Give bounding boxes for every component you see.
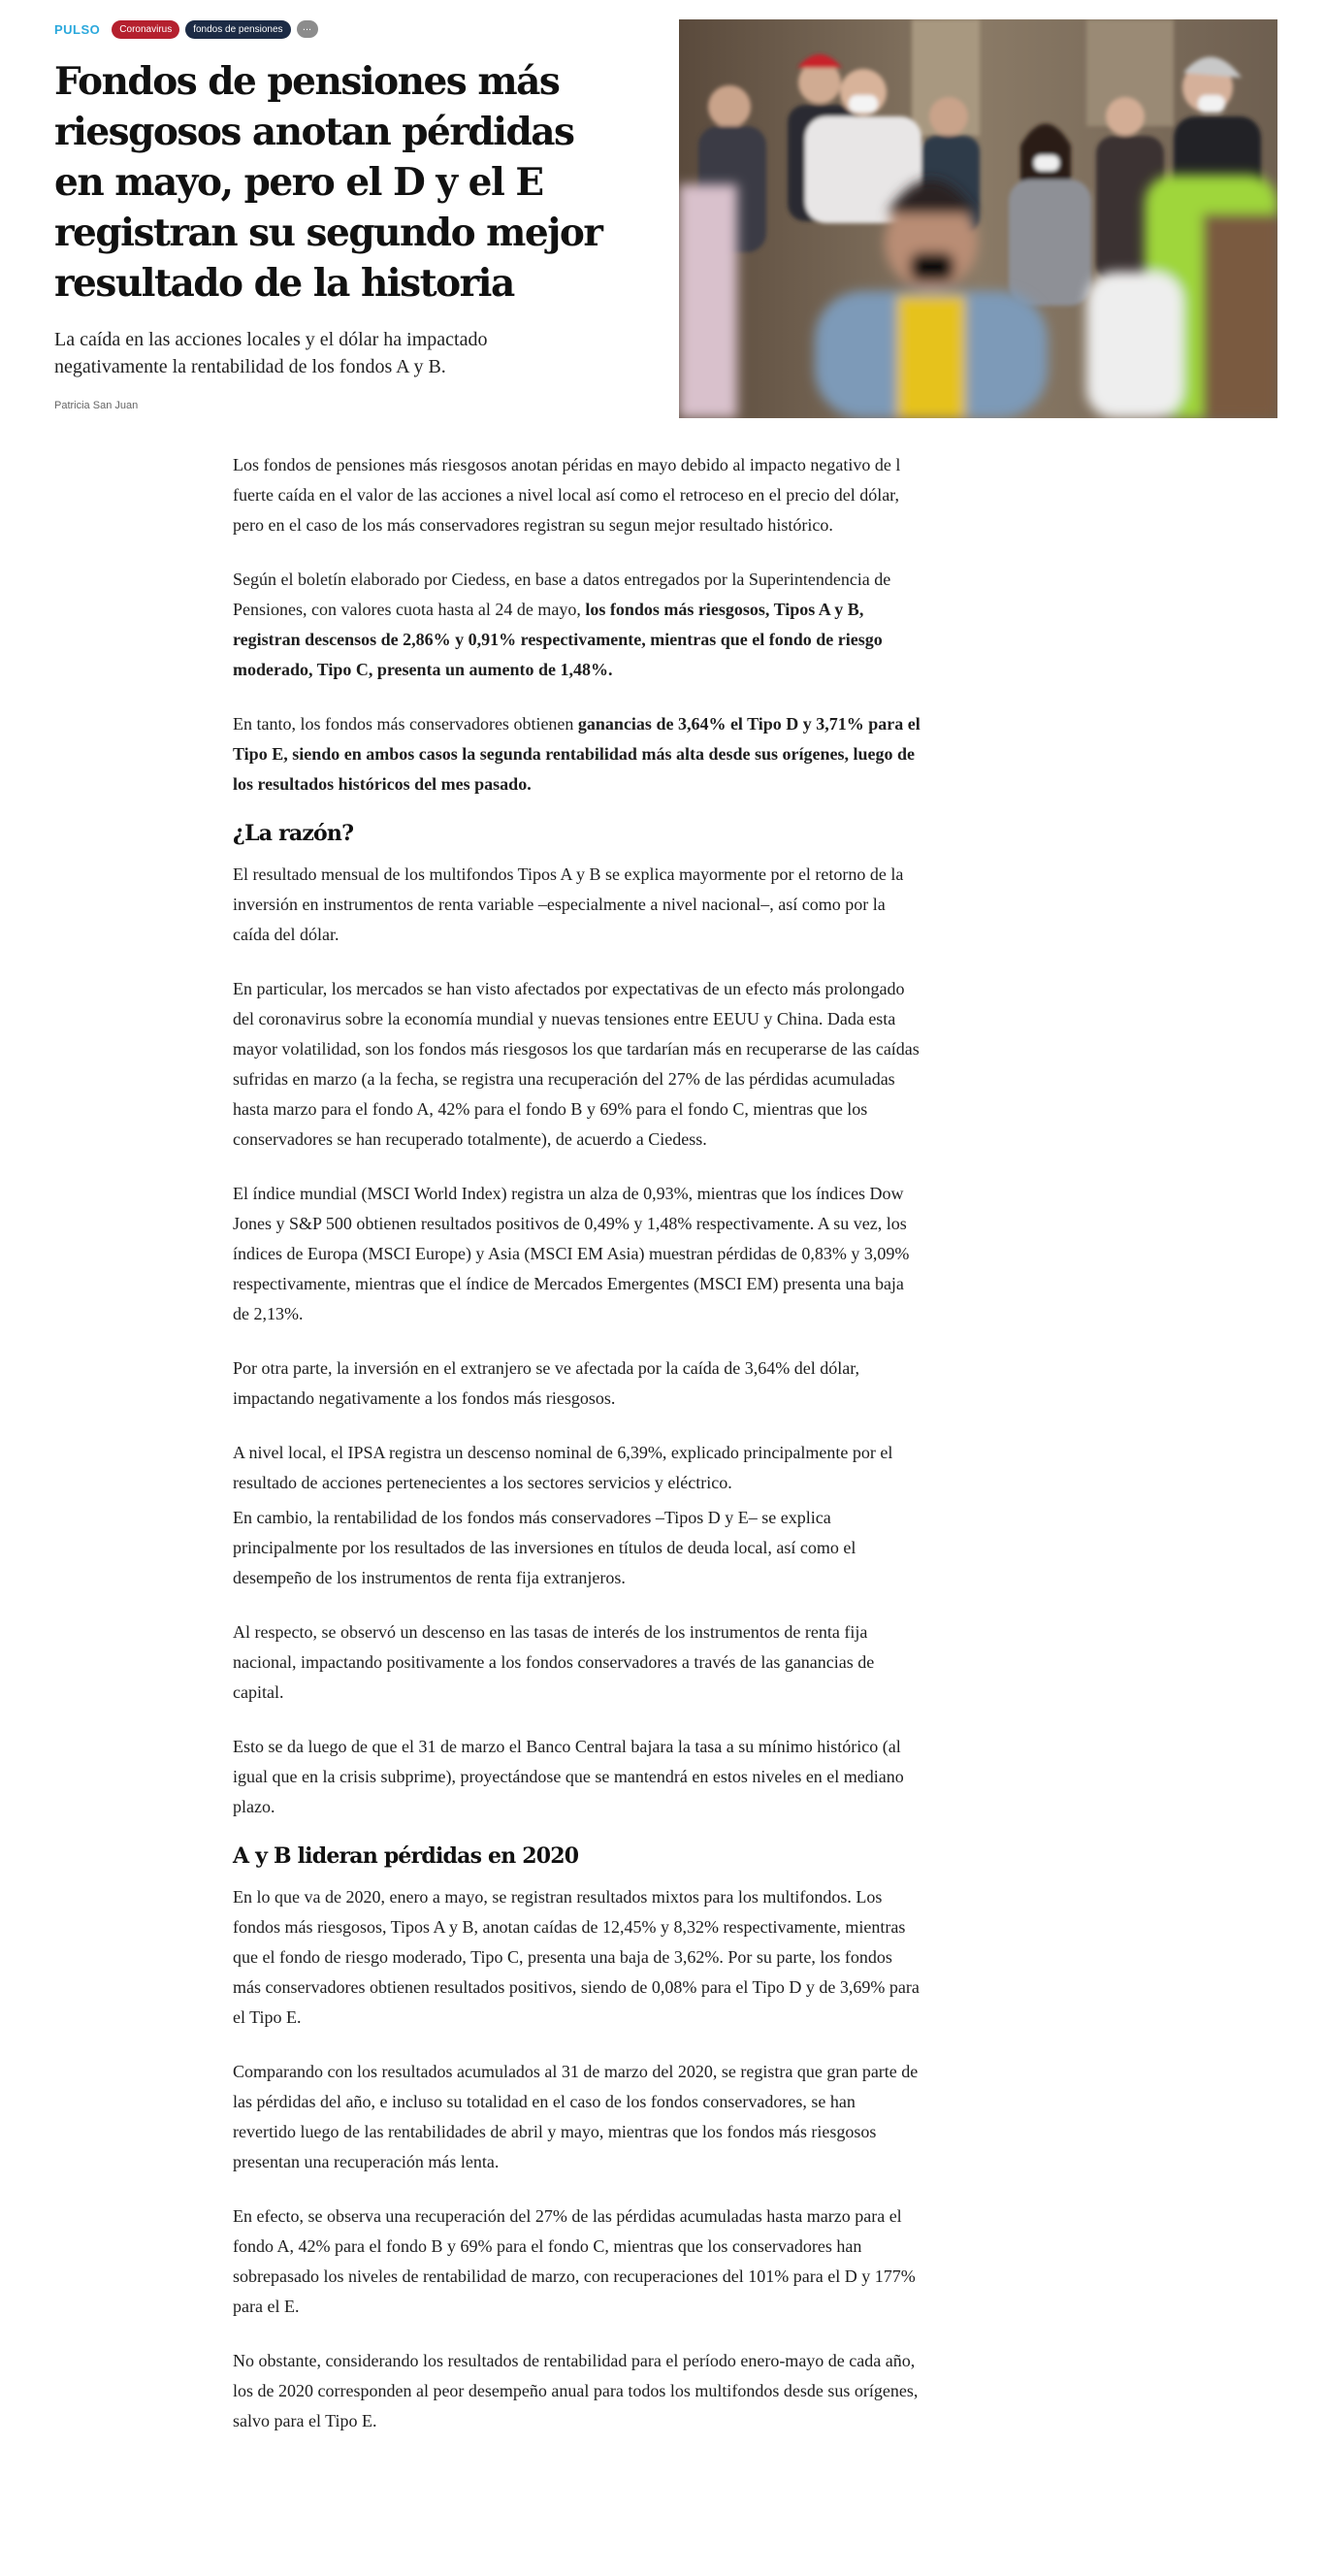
paragraph-2-text: Según el boletín elaborado por Ciedess, en base a datos entregados por la Superintendencia de Pensiones, con valores cuota hasta al 24 de mayo, [233,570,891,619]
paragraph-3 [233,709,921,799]
paragraph-4: El resultado mensual de los multifondos Tipos A y B se explica mayormente por el retorno de la inversión en instrumentos de renta variable –especialmente a nivel nacional–, así como por la caída del dólar. [233,864,904,944]
paragraph-13: Comparando con los resultados acumulados al 31 de marzo del 2020, se registra que gran parte de las pérdidas del año, e incluso su totalidad en el caso de los fondos conservadores, se han revertido luego de las rentabilidades de abril y mayo, mientras que los fondos más riesgosos presentan una recuperación más lenta. [233,2062,919,2171]
tag-fondos-de-pensiones[interactable]: fondos de pensiones [185,20,290,39]
paragraph-14: En efecto, se observa una recuperación del 27% de las pérdidas acumuladas hasta marzo para el fondo A, 42% para el fondo B y 69% para el fondo C, mientras que los conservadores han sobrepasado los niveles de rentabilidad de marzo, con recuperaciones del 101% para el D y 177% para el E. [233,2206,916,2316]
crowd-photo-illustration [679,19,1277,418]
paragraph-10: Al respecto, se observó un descenso en las tasas de interés de los instrumentos de renta fija nacional, impactando positivamente a los fondos conservadores a través de las ganancias de capital. [233,1622,875,1702]
paragraph-6: El índice mundial (MSCI World Index) registra un alza de 0,93%, mientras que los índices Dow Jones y S&P 500 obtienen resultados positivos de 0,49% y 1,48% respectivamente. A su vez, los índices de Europa (MSCI Europe) y Asia (MSCI EM Asia) muestran pérdidas de 0,83% y 3,09% respectivamente, mientras que el índice de Mercados Emergentes (MSCI EM) presenta una baja de 2,13%. [233,1184,910,1323]
subheading-a-y-b: A y B lideran pérdidas en 2020 [233,1843,579,1869]
author-byline[interactable]: Patricia San Juan [54,400,139,411]
header-text-column [54,19,602,411]
paragraph-12: En lo que va de 2020, enero a mayo, se registran resultados mixtos para los multifondos. Los fondos más riesgosos, Tipos A y B, anotan caídas de 12,45% y 8,32% respectivamente, mientras que el fondo de riesgo moderado, Tipo C, presenta una baja de 3,62%. Por su parte, los fondos más conservadores obtienen resultados positivos, siendo de 0,08% para el Tipo D y de 3,69% para el Tipo E. [233,1887,920,2027]
paragraph-2-bold: los fondos más riesgosos, Tipos A y B, registran descensos de 2,86% y 0,91% respectivamente, mientras que el fondo de riesgo moderado, Tipo C, presenta un aumento de 1,48%. [233,600,883,679]
tag-coronavirus[interactable]: Coronavirus [112,20,179,39]
paragraph-5: En particular, los mercados se han visto afectados por expectativas de un efecto más prolongado del coronavirus sobre la economía mundial y nuevas tensiones entre EEUU y China. Dada esta mayor volatilidad, son los fondos más riesgosos los que tardarían más en recuperarse de las caídas sufridas en marzo (a la fecha, se registra una recuperación del 27% de las pérdidas acumuladas hasta marzo para el fondo A, 42% para el fondo B y 69% para el fondo C, mientras que los conservadores se han recuperado totalmente), de acuerdo a Ciedess. [233,979,920,1149]
paragraph-7: Por otra parte, la inversión en el extranjero se ve afectada por la caída de 3,64% del dólar, impactando negativamente a los fondos más riesgosos. [233,1358,859,1408]
article-body [233,450,921,2461]
deck: La caída en las acciones locales y el dólar ha impactado negativamente la rentabilidad de los fondos A y B. [54,329,488,377]
paragraph-15: No obstante, considerando los resultados de rentabilidad para el período enero-mayo de cada año, los de 2020 corresponden al peor desempeño anual para todos los multifondos desde sus orígenes, salvo para el Tipo E. [233,2351,919,2430]
subheading-la-razon: ¿La razón? [233,821,354,846]
more-tags-button[interactable]: ... [297,20,318,38]
paragraph-1: Los fondos de pensiones más riesgosos anotan péridas en mayo debido al impacto negativo de l fuerte caída en el valor de las acciones a nivel local así como el retroceso en el precio del dólar, pero en el caso de los más conservadores registran su segun mejor resultado histórico. [233,455,901,535]
hero-photo [679,19,1277,418]
headline: Fondos de pensiones más riesgosos anotan pérdidas en mayo, pero el D y el E registran su segundo mejor resultado de la historia [54,59,602,306]
paragraph-2 [233,565,921,685]
article-header [0,0,1325,427]
paragraph-9: En cambio, la rentabilidad de los fondos más conservadores –Tipos D y E– se explica principalmente por los resultados de las inversiones en títulos de deuda local, así como el desempeño de los instrumentos de renta fija extranjeros. [233,1508,856,1587]
section-link[interactable]: PULSO [54,21,101,37]
paragraph-3-text: En tanto, los fondos más conservadores obtienen [233,714,578,734]
paragraph-3-bold: ganancias de 3,64% el Tipo D y 3,71% para el Tipo E, siendo en ambos casos la segunda rentabilidad más alta desde sus orígenes, luego de los resultados históricos del mes pasado. [233,714,921,794]
paragraph-11: Esto se da luego de que el 31 de marzo el Banco Central bajara la tasa a su mínimo histórico (al igual que en la crisis subprime), proyectándose que se mantendrá en estos niveles en el mediano plazo. [233,1737,904,1816]
tag-bar [54,19,598,39]
paragraph-8: A nivel local, el IPSA registra un descenso nominal de 6,39%, explicado principalmente por el resultado de acciones pertenecientes a los sectores servicios y eléctrico. [233,1443,893,1492]
